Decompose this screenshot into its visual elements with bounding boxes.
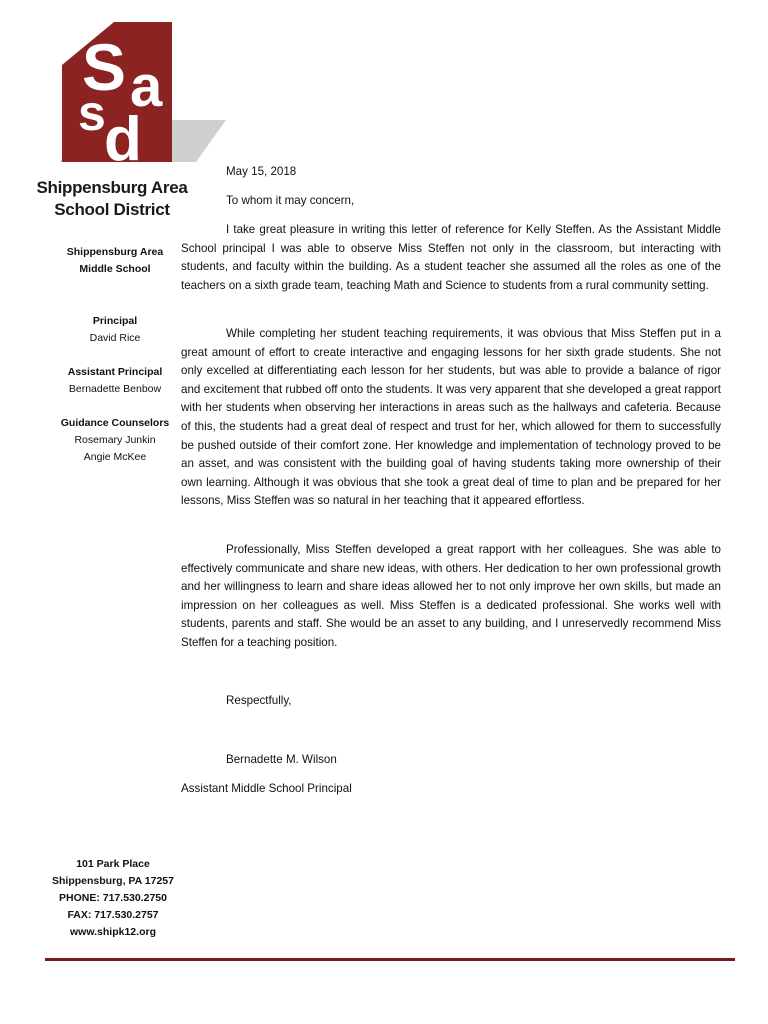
letter-date: May 15, 2018 xyxy=(226,165,297,178)
sidebar-guidance xyxy=(40,415,190,466)
signature-title: Assistant Middle School Principal xyxy=(181,782,352,795)
footer-street: 101 Park Place xyxy=(76,858,150,870)
district-name xyxy=(28,177,196,221)
district-name-line2: School District xyxy=(54,200,170,219)
district-logo xyxy=(30,20,230,170)
assistant-principal-title: Assistant Principal xyxy=(67,366,163,378)
footer-fax: FAX: 717.530.2757 xyxy=(67,909,159,921)
principal-name: David Rice xyxy=(89,332,141,344)
district-name-line1: Shippensburg Area xyxy=(36,178,188,197)
guidance-title: Guidance Counselors xyxy=(60,417,170,429)
footer-phone: PHONE: 717.530.2750 xyxy=(59,892,167,904)
letter-salutation: To whom it may concern, xyxy=(226,194,355,207)
footer-address xyxy=(32,856,194,941)
assistant-principal-name: Bernadette Benbow xyxy=(68,383,162,395)
guidance-name: Rosemary Junkin xyxy=(74,434,156,446)
footer-website: www.shipk12.org xyxy=(70,926,156,938)
letter-paragraph: I take great pleasure in writing this letter of reference for Kelly Steffen. As the Assistant Middle School principal I was able to observe Miss Steffen not only in the classroom, but interacting with students, and faculty within the building. As a student teacher she assumed all the roles as one of the teachers on a sixth grade team, teaching Math and Science to students from a rural community setting. xyxy=(181,223,721,292)
sidebar-principal xyxy=(40,313,190,347)
logo-letter-a: a xyxy=(130,54,163,119)
letter-paragraph: While completing her student teaching requirements, it was obvious that Miss Steffen put in a great amount of effort to create interactive and engaging lessons for her sixth grade students. She not only excelled at differentiating each lesson for her students, but was able to provide a balance of rigor and excitement that rubbed off onto the students. It was very apparent that she developed a great rapport with her students when observing her interactions in areas such as the hallways and cafeteria. Because of this, the students had a great deal of respect and trust for her, which allowed for them to successfully be pushed outside of their comfort zone. Her knowledge and implementation of technology proved to be an asset, and was consistent with the building goal of having students taking more ownership of their own learning. Although it was obvious that she took a great deal of time to plan and be prepared for her lessons, Miss Steffen was so natural in her teaching that it appeared effortless. xyxy=(181,327,721,508)
school-name-line1: Shippensburg Area xyxy=(66,246,164,258)
guidance-name: Angie McKee xyxy=(83,451,147,463)
signature-name: Bernadette M. Wilson xyxy=(226,753,337,766)
principal-title: Principal xyxy=(92,315,138,327)
logo-letter-s2: s xyxy=(78,85,106,141)
letter-closing: Respectfully, xyxy=(226,694,292,707)
logo-letter-d: d xyxy=(104,105,142,170)
sidebar-school xyxy=(40,244,190,278)
footer-city: Shippensburg, PA 17257 xyxy=(52,875,174,887)
letter-paragraph: Professionally, Miss Steffen developed a great rapport with her colleagues. She was able to effectively communicate and share new ideas, with others. Her dedication to her own professional growth and her willingness to learn and share ideas allowed her to not only improve her own skills, but made an impression on her colleagues as well. Miss Steffen is a dedicated professional. She works well with students, parents and staff. She would be an asset to any building, and I unreservedly recommend Miss Steffen for a teaching position. xyxy=(181,543,721,649)
sidebar-assistant-principal xyxy=(40,364,190,398)
footer-rule xyxy=(45,958,735,961)
school-name-line2: Middle School xyxy=(79,263,151,275)
logo-letter-s1: S xyxy=(82,30,127,104)
